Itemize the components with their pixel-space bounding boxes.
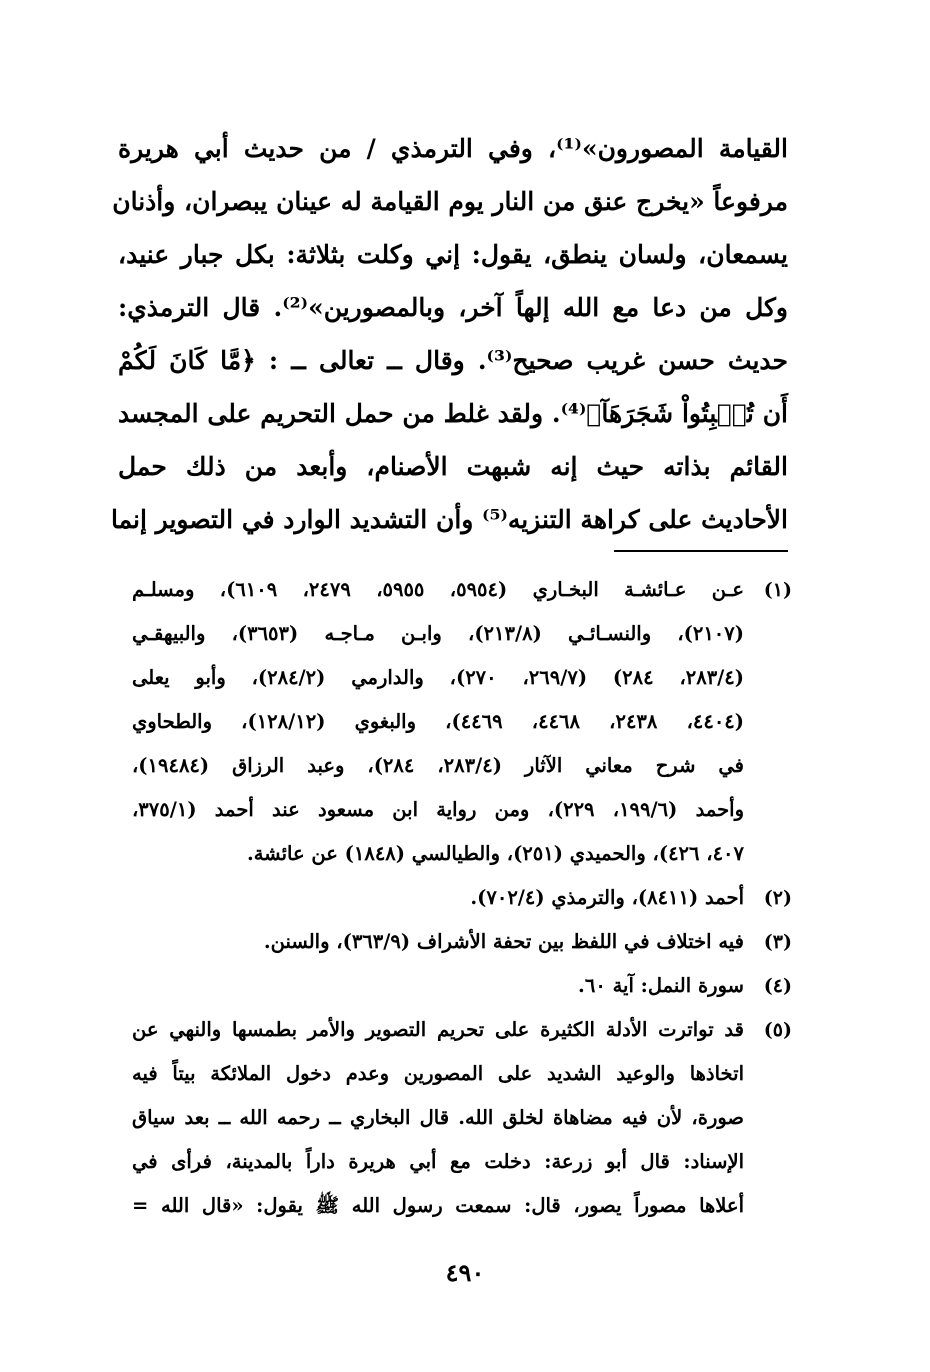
footnote-line: اتخاذها والوعيد الشديد على المصورين وعدم دخول الملائكة بيتاً فيه — [132, 1062, 744, 1085]
footnote-number: (٢) — [763, 887, 792, 909]
footnote-4 — [132, 964, 792, 1008]
text-line: القائم بذاته حيث إنه شبهت الأصنام، وأبعد من ذلك حمل — [118, 452, 788, 481]
footnote-number: (٤) — [763, 975, 792, 997]
footnote-line: وأحمد (١٩٩/٦، ٢٢٩)، ومن رواية ابن مسعود عند أحمد (٣٧٥/١، — [132, 798, 744, 821]
footnote-line: عـن عـائشـة البخـاري (٥٩٥٤، ٥٩٥٥، ٢٤٧٩، ٦١٠٩)، ومسلـم — [132, 578, 745, 601]
footnote-line: صورة، لأن فيه مضاهاة لخلق الله. قال البخاري ــ رحمه الله ــ بعد سياق — [132, 1106, 744, 1129]
footnote-5 — [132, 1008, 792, 1228]
footnote-3 — [132, 920, 792, 964]
footnotes-block — [132, 568, 792, 1228]
footnote-line: أعلاها مصوراً يصور، قال: سمعت رسول الله ﷺ يقول: «قال الله = — [132, 1194, 744, 1217]
footnote-separator — [614, 550, 788, 552]
text-line: وكل من دعا مع الله إلهاً آخر، وبالمصورين»⁽²⁾. قال الترمذي: — [118, 293, 788, 322]
footnote-line: سورة النمل: آية ٦٠. — [578, 974, 744, 997]
footnote-line: الإسناد: قال أبو زرعة: دخلت مع أبي هريرة داراً بالمدينة، فرأى في — [132, 1150, 744, 1173]
footnote-line: في شرح معاني الآثار (٢٨٣/٤، ٢٨٤)، وعبد الرزاق (١٩٤٨٤)، — [132, 754, 744, 777]
text-line: القيامة المصورون»⁽¹⁾، وفي الترمذي / من حديث أبي هريرة — [118, 134, 788, 163]
footnote-2 — [132, 876, 792, 920]
footnote-number: (٣) — [763, 931, 792, 953]
footnote-number: (١) — [763, 579, 792, 601]
text-line: حديث حسن غريب صحيح⁽³⁾. وقال ــ تعالى ــ : ﴿مَّا كَانَ لَكُمْ — [118, 346, 788, 375]
footnote-line: فيه اختلاف في اللفظ بين تحفة الأشراف (٣٦٣/٩)، والسنن. — [263, 930, 744, 953]
text-line: يسمعان، ولسان ينطق، يقول: إني وكلت بثلاثة: بكل جبار عنيد، — [118, 240, 788, 269]
text-line: أَن تُنۢبِتُواْ شَجَرَهَآ﴾⁽⁴⁾. ولقد غلط من حمل التحريم على المجسد — [118, 399, 788, 428]
text-line: مرفوعاً «يخرج عنق من النار يوم القيامة له عينان يبصران، وأذنان — [112, 187, 788, 216]
text-line: الأحاديث على كراهة التنزيه⁽⁵⁾ وأن التشديد الوارد في التصوير إنما — [110, 505, 788, 534]
footnote-line: قد تواترت الأدلة الكثيرة على تحريم التصوير والأمر بطمسها والنهي عن — [132, 1018, 744, 1041]
footnote-line: (٢١٠٧)، والنسـائـي (٢١٣/٨)، وابـن مـاجـه (٣٦٥٣)، والبيهقـي — [132, 622, 744, 645]
page-number: ٤٩٠ — [445, 1258, 485, 1287]
main-text-block — [110, 122, 788, 546]
footnote-1 — [132, 568, 792, 876]
footnote-line: (٤٤٠٤، ٢٤٣٨، ٤٤٦٨، ٤٤٦٩)، والبغوي (١٢٨/١٢)، والطحاوي — [132, 710, 745, 733]
footnote-line: أحمد (٨٤١١)، والترمذي (٧٠٢/٤). — [470, 886, 744, 909]
footnote-line: ٤٠٧، ٤٢٦)، والحميدي (٢٥١)، والطيالسي (١٨٤٨) عن عائشة. — [246, 842, 744, 865]
footnote-number: (٥) — [763, 1019, 792, 1041]
footnote-line: (٢٨٣/٤، ٢٨٤) (٢٦٩/٧، ٢٧٠)، والدارمي (٢٨٤/٢)، وأبو يعلى — [132, 666, 745, 689]
